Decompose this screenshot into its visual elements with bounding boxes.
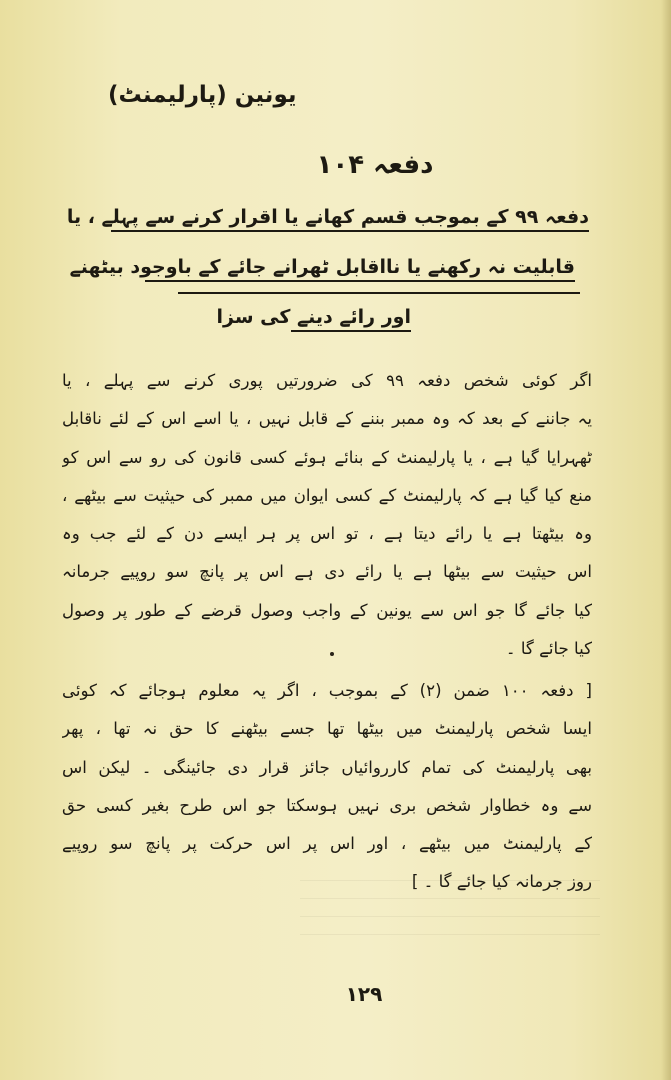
heading-rule (178, 292, 580, 294)
section-title: دفعہ ۱۰۴ (316, 150, 434, 180)
paragraph-line: وہ بیٹھتا ہے یا رائے دیتا ہے ، تو اس پر ہر ایسے دن کے لئے جب وہ (62, 524, 592, 544)
paragraph-line: ٹھہرایا گیا ہے ، یا پارلیمنٹ کے بنائے ہوئے کسی قانون کی رو سے اس کو (62, 447, 592, 467)
paragraph-line: سے وہ خطاوار شخص بری نہیں ہوسکتا جو اس طرح بغیر کسی حق (62, 795, 592, 815)
paragraph-line: ایسا شخص پارلیمنٹ میں بیٹھا تھا جسے بیٹھنے کا حق نہ تھا ، پھر (62, 719, 592, 739)
running-header-text: یونین (پارلیمنٹ) (108, 82, 297, 108)
page-edge-shadow (661, 0, 671, 1080)
section-heading-line-2: قابلیت نہ رکھنے یا نااقابل ٹھرانے جائے کے باوجود بیٹھنے (145, 256, 575, 282)
paragraph-line: بھی پارلیمنٹ کی تمام کارروائیاں جائز قرار دی جائینگی ۔ لیکن اس (62, 757, 592, 777)
section-heading-line-3: اور رائے دینے کی سزا (291, 306, 411, 332)
paragraph-line: اگر کوئی شخص دفعہ ۹۹ کی ضرورتیں پوری کرنے سے پہلے ، یا (62, 371, 592, 390)
paragraph-line: منع کیا گیا ہے کہ پارلیمنٹ کے کسی ایوان میں ممبر کی حیثیت سے بیٹھے ، (62, 485, 592, 505)
paragraph-line: روز جرمانہ کیا جائے گا ۔ ] (411, 872, 592, 892)
paragraph-line: کیا جائے گا ۔ (505, 639, 592, 659)
paragraph-line: یہ جاننے کے بعد کہ وہ ممبر بننے کے قابل نہیں ، یا اسے اس کے لئے ناقابل (62, 409, 592, 429)
section-heading-line-1: دفعہ ۹۹ کے بموجب قسم کھانے یا اقرار کرنے سے پہلے ، یا (111, 206, 589, 232)
paragraph-note (62, 672, 592, 902)
page-number: ۱۲۹ (345, 982, 383, 1006)
running-header (108, 82, 308, 116)
bleed-through-texture (300, 880, 600, 950)
stray-dot (330, 652, 334, 656)
paragraph-penalty (62, 362, 592, 668)
paragraph-line: [ دفعہ ۱۰۰ ضمن (۲) کے بموجب ، اگر یہ معلوم ہوجائے کہ کوئی (62, 681, 592, 700)
paragraph-line: کے پارلیمنٹ میں بیٹھے ، اور اس پر اس حرکت پر پانچ سو روپیے (62, 834, 592, 854)
paragraph-line: اس حیثیت سے بیٹھا ہے یا رائے دی ہے اس پر پانچ سو روپیے جرمانہ (62, 562, 592, 582)
paragraph-line: کیا جائے گا جو اس سے یونین کے واجب وصول قرضے کے طور پر وصول (62, 600, 592, 620)
